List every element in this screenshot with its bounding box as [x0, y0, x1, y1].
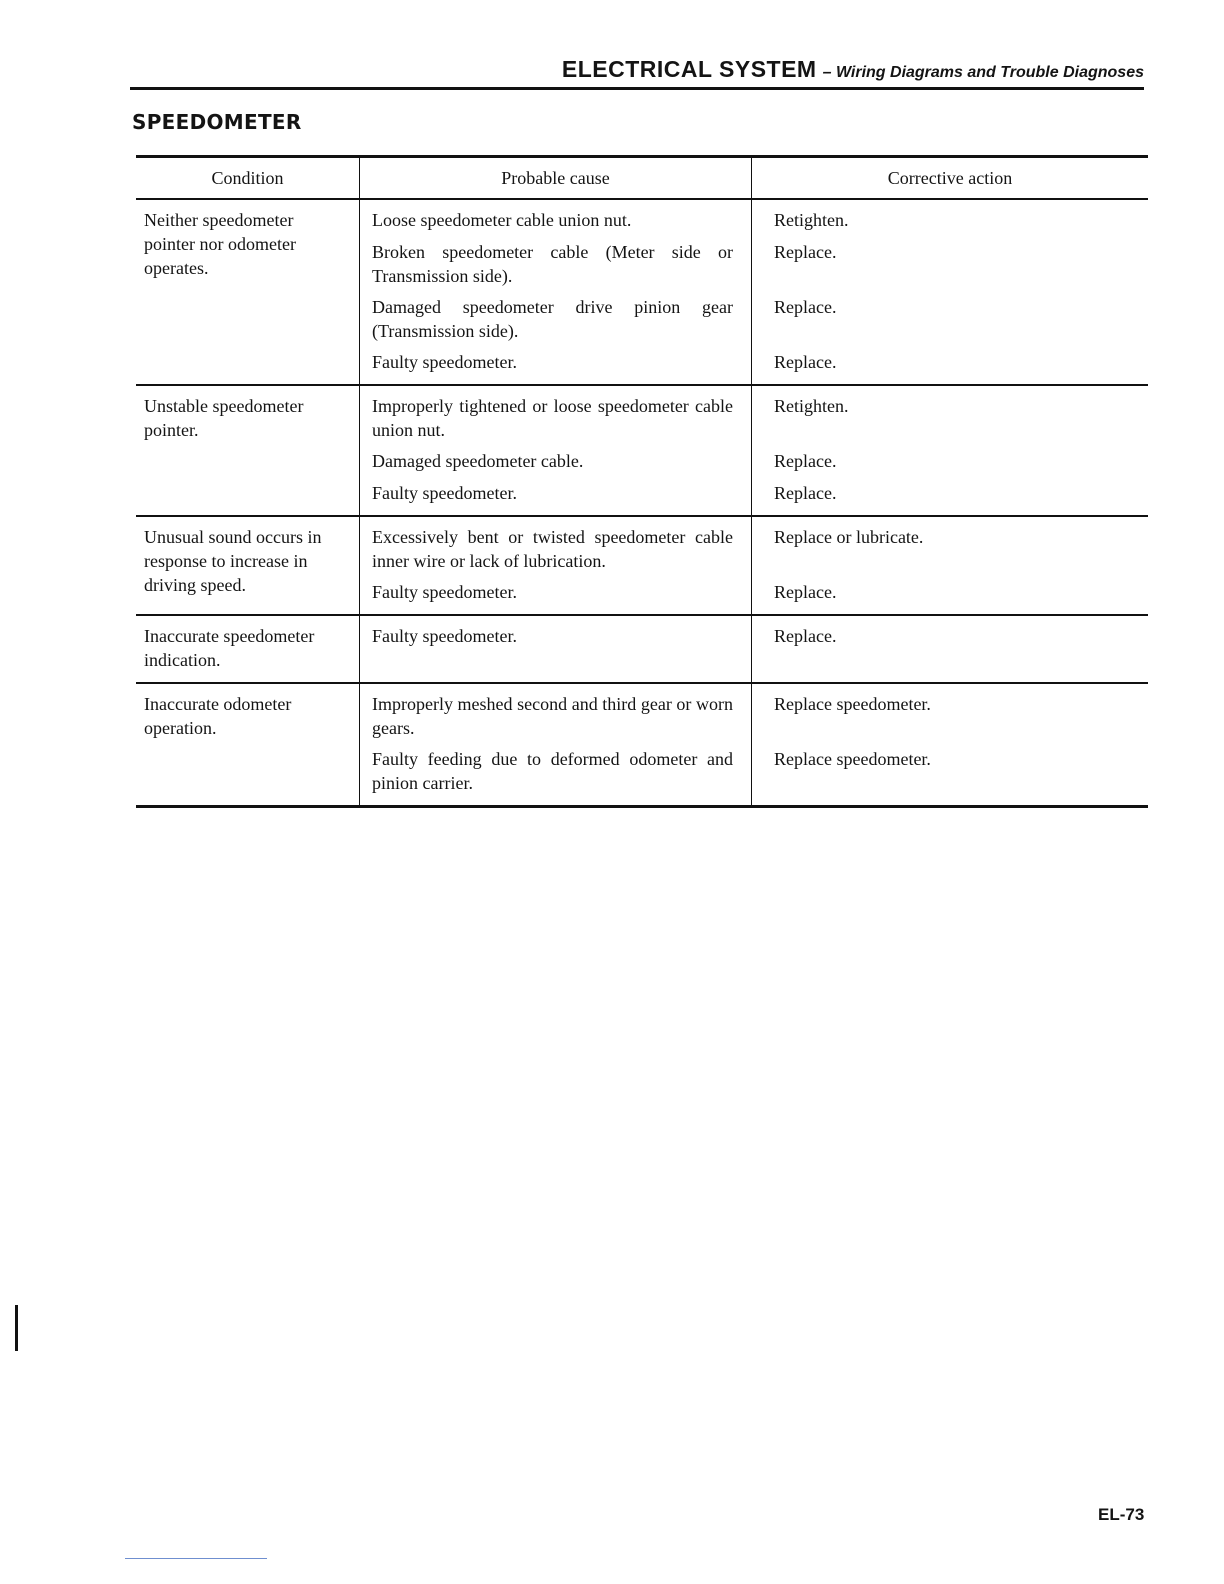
cause-item: Faulty speedometer.: [372, 582, 517, 602]
condition-cell: [136, 683, 360, 807]
condition-cell: [136, 615, 360, 683]
table-row: [136, 516, 1148, 615]
condition-text: Unusual sound occurs in response to increase in driving speed.: [144, 527, 322, 595]
table-row: [136, 385, 1148, 516]
page-header: [130, 56, 1144, 90]
condition-text: Inaccurate odometer operation.: [144, 694, 292, 738]
action-item: Retighten.: [774, 396, 849, 416]
column-header-probable-cause: Probable cause: [360, 157, 752, 200]
cause-cell: [360, 683, 752, 807]
column-header-condition: Condition: [136, 157, 360, 200]
action-cell: [752, 385, 1149, 516]
margin-mark: [15, 1305, 18, 1351]
table-header-row: [136, 157, 1148, 200]
section-title: SPEEDOMETER: [132, 110, 302, 134]
action-cell: [752, 199, 1149, 385]
condition-cell: [136, 516, 360, 615]
condition-cell: [136, 199, 360, 385]
action-item: Replace speedometer.: [774, 694, 931, 714]
column-header-corrective-action: Corrective action: [752, 157, 1149, 200]
action-cell: [752, 615, 1149, 683]
cause-item: Faulty feeding due to deformed odometer and pinion carrier.: [372, 749, 733, 793]
scan-edge-line: [125, 1558, 267, 1559]
cause-item: Faulty speedometer.: [372, 483, 517, 503]
action-item: Replace.: [774, 297, 837, 317]
action-cell: [752, 516, 1149, 615]
action-item: Retighten.: [774, 210, 849, 230]
action-item: Replace.: [774, 582, 837, 602]
cause-cell: [360, 385, 752, 516]
cause-item: Damaged speedometer drive pinion gear (Transmission side).: [372, 297, 733, 341]
page-number: EL-73: [1098, 1505, 1145, 1524]
cause-item: Improperly tightened or loose speedometer cable union nut.: [372, 396, 733, 440]
condition-text: Neither speedometer pointer nor odometer operates.: [144, 210, 296, 278]
cause-item: Damaged speedometer cable.: [372, 451, 584, 471]
cause-item: Broken speedometer cable (Meter side or Transmission side).: [372, 242, 733, 286]
action-item: Replace.: [774, 483, 837, 503]
cause-cell: [360, 199, 752, 385]
table-row: [136, 615, 1148, 683]
cause-item: Excessively bent or twisted speedometer cable inner wire or lack of lubrication.: [372, 527, 733, 571]
action-item: Replace.: [774, 626, 837, 646]
cause-item: Faulty speedometer.: [372, 626, 517, 646]
action-item: Replace speedometer.: [774, 749, 931, 769]
cause-item: Loose speedometer cable union nut.: [372, 210, 632, 230]
action-item: Replace.: [774, 352, 837, 372]
header-title: ELECTRICAL SYSTEM: [561, 56, 817, 82]
table-row: [136, 683, 1148, 807]
condition-cell: [136, 385, 360, 516]
troubleshooting-table: [136, 155, 1148, 808]
cause-cell: [360, 615, 752, 683]
condition-text: Inaccurate speedometer indication.: [144, 626, 315, 670]
table-row: [136, 199, 1148, 385]
cause-item: Faulty speedometer.: [372, 352, 517, 372]
cause-item: Improperly meshed second and third gear or worn gears.: [372, 694, 733, 738]
header-subtitle: – Wiring Diagrams and Trouble Diagnoses: [822, 64, 1144, 81]
action-item: Replace.: [774, 451, 837, 471]
action-item: Replace or lubricate.: [774, 527, 924, 547]
condition-text: Unstable speedometer pointer.: [144, 396, 304, 440]
cause-cell: [360, 516, 752, 615]
action-item: Replace.: [774, 242, 837, 262]
action-cell: [752, 683, 1149, 807]
